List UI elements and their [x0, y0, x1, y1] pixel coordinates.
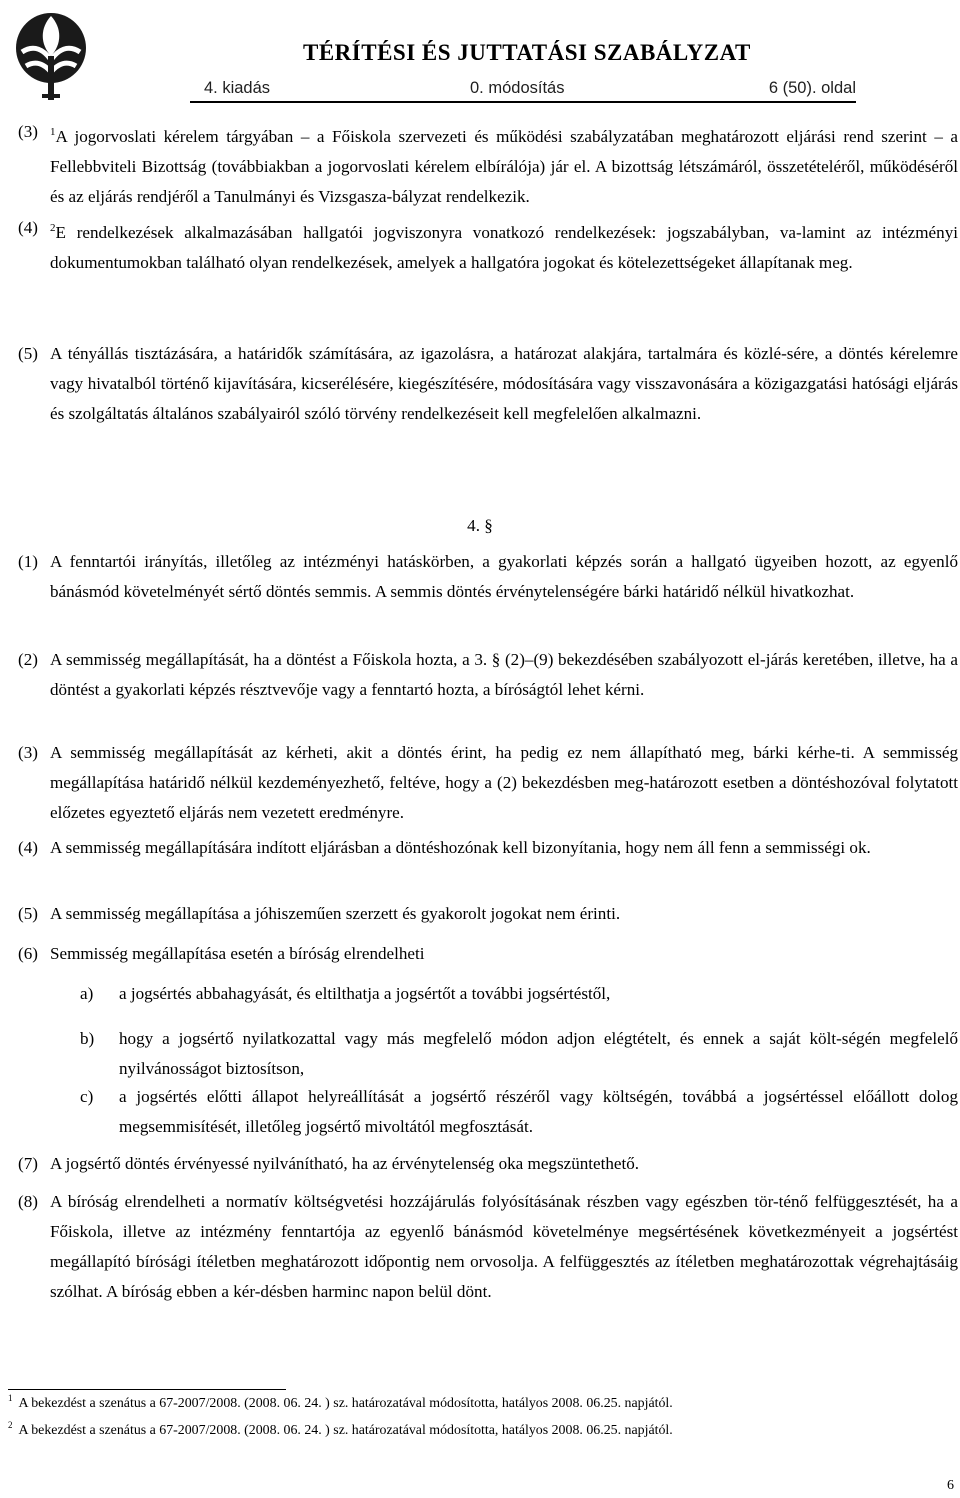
footnote-ref[interactable]: 1 — [50, 126, 56, 138]
paragraph-text: A jogorvoslati kérelem tárgyában – a Főiskola szervezeti és működési szabályzatában meghatározott eljárási rend szerint – a Fellebbviteli Bizottság (továbbiakban a jogorvoslati kérelem elbírálója) jár el. A bizottság létszámáról, összetételéről, működéséről és az eljárás rendjéről a Tanulmányi és Vizsgasza-bályzat rendelkezik. — [50, 127, 958, 206]
paragraph-text: Semmisség megállapítása esetén a bíróság elrendelheti — [50, 944, 425, 963]
footnote-2 — [8, 1420, 673, 1439]
footnote-ref[interactable]: 2 — [50, 222, 56, 234]
list-item-label: b) — [80, 1029, 95, 1048]
footnote-text: A bekezdést a szenátus a 67-2007/2008. (2008. 06. 24. ) sz. határozatával módosította, hatályos 2008. 06.25. napjától. — [18, 1423, 673, 1438]
paragraph-number: (5) — [18, 904, 38, 923]
list-item-label: a) — [80, 984, 94, 1003]
document-title: TÉRÍTÉSI ÉS JUTTATÁSI SZABÁLYZAT — [303, 40, 751, 65]
edition-label: 4. kiadás — [204, 79, 271, 97]
paragraph-text: A tényállás tisztázására, a határidők számítására, az igazolásra, a határozat alakjára, tartalmára és közlé-sére, a döntés kérelemre vagy hivatalból történő kijavítására, kicserélésére, kiegészítésére, módosítására vagy visszavonására a közigazgatási hatósági eljárás és szolgáltatás általános szabályairól szóló törvény rendelkezéseit kell megfelelően alkalmazni. — [50, 344, 958, 423]
paragraph-number: (7) — [18, 1154, 38, 1173]
list-item-text: a jogsértés előtti állapot helyreállítását a jogsértő részéről vagy költségén, továbbá a jogsértéssel előállott dolog megsemmisítését, illetőleg jogsértő mivoltától megfosztását. — [119, 1087, 958, 1136]
institution-logo-icon — [12, 8, 90, 100]
paragraph-5 — [18, 339, 958, 429]
list-item — [80, 1082, 958, 1142]
list-item-label: c) — [80, 1087, 94, 1106]
section-paragraph-3 — [18, 738, 958, 828]
paragraph-number: (2) — [18, 650, 38, 669]
footnote-text: A bekezdést a szenátus a 67-2007/2008. (2008. 06. 24. ) sz. határozatával módosította, hatályos 2008. 06.25. napjától. — [18, 1396, 673, 1411]
paragraph-text: A jogsértő döntés érvényessé nyilvánítható, ha az érvénytelenség oka megszüntethető. — [50, 1154, 640, 1173]
paragraph-number: (5) — [18, 344, 38, 363]
paragraph-text: A semmisség megállapítását az kérheti, akit a döntés érint, ha pedig ez nem állapítható meg, bárki kérhe-ti. A semmisség megállapítása határidő nélkül kezdeményezhető, feltéve, hogy a (2) bekezdésben meg-határozott esetben a döntéshozóval folytatott előzetes egyeztető eljárás nem vezetett eredményre. — [50, 743, 958, 822]
list-item-text: a jogsértés abbahagyását, és eltilthatja a jogsértőt a további jogsértéstől, — [119, 984, 611, 1003]
paragraph-text: E rendelkezések alkalmazásában hallgatói jogviszonyra vonatkozó rendelkezések: jogszabályban, va-lamint az intézményi dokumentumokban található olyan rendelkezések, amelyek a hallgatóra jogokat és kötelezettségeket állapítanak meg. — [50, 223, 958, 272]
paragraph-number: (4) — [18, 218, 38, 237]
section-paragraph-6 — [18, 939, 958, 969]
footnote-number: 2 — [8, 1420, 13, 1430]
modification-label: 0. módosítás — [470, 79, 565, 97]
footnote-1 — [8, 1393, 673, 1412]
paragraph-number: (6) — [18, 944, 38, 963]
footnote-separator — [8, 1389, 286, 1390]
section-paragraph-2 — [18, 645, 958, 705]
paragraph-3 — [18, 117, 958, 212]
paragraph-number: (3) — [18, 122, 38, 141]
paragraph-text: A semmisség megállapítása a jóhiszeműen szerzett és gyakorolt jogokat nem érinti. — [50, 904, 621, 923]
section-paragraph-8 — [18, 1187, 958, 1307]
section-paragraph-5 — [18, 899, 958, 929]
paragraph-text: A fenntartói irányítás, illetőleg az intézményi hatáskörben, a gyakorlati képzés során a hallgató ügyeiben hozott, az egyenlő bánásmód követelményét sértő döntés semmis. A semmis döntés érvénytelenségére bárki határidő nélkül hivatkozhat. — [50, 552, 958, 601]
paragraph-number: (3) — [18, 743, 38, 762]
paragraph-text: A semmisség megállapítását, ha a döntést a Főiskola hozta, a 3. § (2)–(9) bekezdésében szabályozott el-járás keretében, illetve, ha a döntést a gyakorlati képzés résztvevője vagy a fenntartó hozta, a bíróságtól lehet kérni. — [50, 650, 958, 699]
header-info-row — [190, 79, 856, 103]
section-paragraph-4 — [18, 833, 958, 863]
paragraph-number: (1) — [18, 552, 38, 571]
page-indicator: 6 (50). oldal — [768, 79, 856, 97]
section-paragraph-7 — [18, 1149, 958, 1179]
paragraph-text: A bíróság elrendelheti a normatív költségvetési hozzájárulás folyósításának részben vagy egészben tör-ténő felfüggesztését, ha a Főiskola, illetve az intézmény fenntartója az egyenlő bánásmód követelménye megsértésének következményeit a jogsértést megállapító bírósági ítéletben meghatározott időpontig nem orvosolja. A felfüggesztés az ítéletben meghatározottak végrehajtásáig szólhat. A bíróság ebben a kér-désben harminc napon belül dönt. — [50, 1192, 958, 1301]
paragraph-number: (4) — [18, 838, 38, 857]
list-item — [80, 1024, 958, 1084]
paragraph-4 — [18, 213, 958, 278]
list-item-text: hogy a jogsértő nyilatkozattal vagy más megfelelő módon adjon elégtételt, és ennek a saját költ-ségén megfelelő nyilvánosságot biztosítson, — [119, 1029, 958, 1078]
section-paragraph-1 — [18, 547, 958, 607]
paragraph-number: (8) — [18, 1192, 38, 1211]
paragraph-text: A semmisség megállapítására indított eljárásban a döntéshozónak kell bizonyítania, hogy nem áll fenn a semmisségi ok. — [50, 838, 871, 857]
list-item — [80, 979, 958, 1009]
footnote-number: 1 — [8, 1393, 13, 1403]
page-number: 6 — [947, 1478, 954, 1493]
section-heading: 4. § — [467, 516, 493, 535]
header-divider — [190, 101, 856, 103]
